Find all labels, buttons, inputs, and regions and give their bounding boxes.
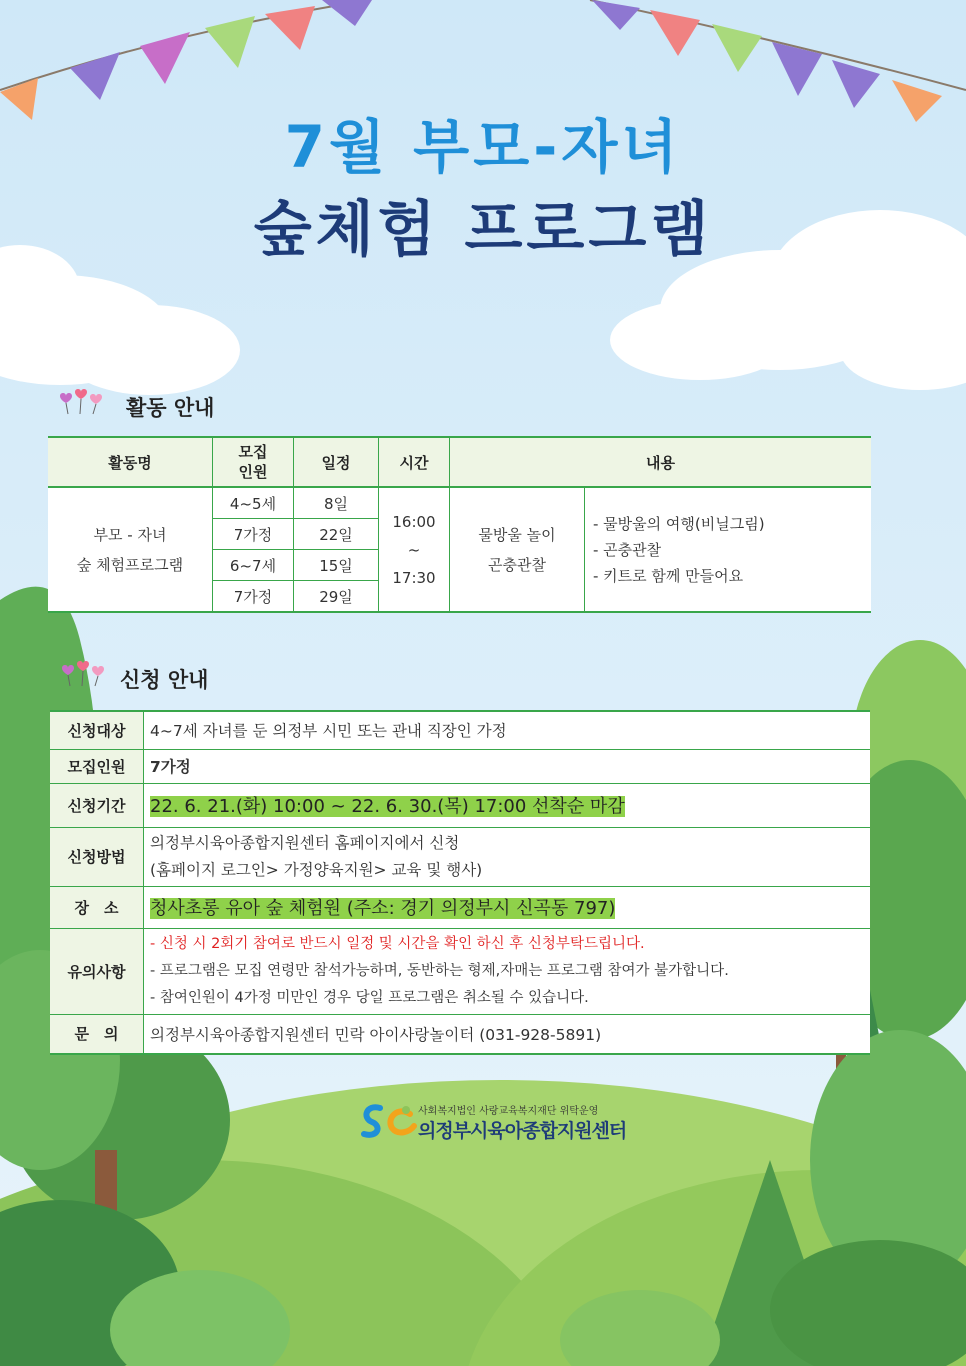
detail-item: - 키트로 함께 만들어요 xyxy=(593,566,744,585)
logo-subtitle: 사회복지법인 사랑교육복지재단 위탁운영 xyxy=(418,1106,599,1117)
method-label: 신청방법 xyxy=(50,827,144,886)
place-value: 청사초롱 유아 숲 체험원 (주소: 경기 의정부시 신곡동 797) xyxy=(150,898,616,919)
content-cell xyxy=(450,487,585,612)
group2-date1: 15일 xyxy=(294,550,379,581)
detail-item: - 물방울의 여행(비닐그림) xyxy=(593,514,765,533)
period-cell xyxy=(144,783,871,827)
method-line1: 의정부시육아종합지원센터 홈페이지에서 신청 xyxy=(150,833,460,852)
group2-date2: 29일 xyxy=(294,581,379,613)
place-cell xyxy=(144,886,871,928)
logo-name: 의정부시육아종합지원센터 xyxy=(418,1120,627,1142)
content-line1: 물방울 놀이 xyxy=(478,525,556,544)
notes-cell xyxy=(144,928,871,1014)
period-value: 22. 6. 21.(화) 10:00 ~ 22. 6. 30.(목) 17:00 선착순 마감 xyxy=(150,796,625,817)
balloon-hearts-icon xyxy=(56,386,106,416)
balloon-hearts-icon xyxy=(58,658,108,688)
count-value: 7가정 xyxy=(144,749,871,783)
header-time: 시간 xyxy=(379,437,450,487)
apply-heading: 신청 안내 xyxy=(120,668,209,692)
activity-name-cell xyxy=(48,487,213,612)
group1-date2: 22일 xyxy=(294,519,379,550)
target-value: 4~7세 자녀를 둔 의정부 시민 또는 관내 직장인 가정 xyxy=(144,711,871,749)
apply-table xyxy=(50,710,870,1055)
note-item: - 프로그램은 모집 연령만 참석가능하며, 동반하는 형제,자매는 프로그램 참여가 불가합니다. xyxy=(150,962,729,979)
contact-value: 의정부시육아종합지원센터 민락 아이사랑놀이터 (031-928-5891) xyxy=(144,1014,871,1054)
time-start: 16:00 xyxy=(392,512,436,531)
detail-item: - 곤충관찰 xyxy=(593,540,662,559)
time-cell xyxy=(379,487,450,612)
title-line-1: 7월 부모-자녀 xyxy=(284,113,682,181)
contact-label: 문 의 xyxy=(50,1014,144,1054)
group1-date1: 8일 xyxy=(294,487,379,519)
notes-label: 유의사항 xyxy=(50,928,144,1014)
note-warning: - 신청 시 2회기 참여로 반드시 일정 및 시간을 확인 하신 후 신청부탁드립니다. xyxy=(150,935,645,952)
header-recruit: 모집 인원 xyxy=(213,437,294,487)
group1-count: 7가정 xyxy=(213,519,294,550)
method-line2: (홈페이지 로그인> 가정양육지원> 교육 및 행사) xyxy=(150,860,483,879)
header-schedule: 일정 xyxy=(294,437,379,487)
title-line-2: 숲체험 프로그램 xyxy=(253,195,713,265)
activity-table xyxy=(48,436,871,613)
activity-name-line2: 숲 체험프로그램 xyxy=(76,555,184,574)
target-label: 신청대상 xyxy=(50,711,144,749)
content-line2: 곤충관찰 xyxy=(488,555,546,574)
time-sep: ~ xyxy=(407,540,421,559)
method-cell xyxy=(144,827,871,886)
details-cell xyxy=(585,487,872,612)
activity-name-line1: 부모 - 자녀 xyxy=(93,525,167,544)
time-end: 17:30 xyxy=(392,568,436,587)
header-content: 내용 xyxy=(450,437,872,487)
group2-count: 7가정 xyxy=(213,581,294,613)
center-logo-icon xyxy=(358,1100,418,1142)
period-label: 신청기간 xyxy=(50,783,144,827)
activity-heading: 활동 안내 xyxy=(126,396,215,420)
header-activity-name: 활동명 xyxy=(48,437,213,487)
count-label: 모집인원 xyxy=(50,749,144,783)
group2-age: 6~7세 xyxy=(213,550,294,581)
place-label: 장 소 xyxy=(50,886,144,928)
note-item: - 참여인원이 4가정 미만인 경우 당일 프로그램은 취소될 수 있습니다. xyxy=(150,989,589,1006)
group1-age: 4~5세 xyxy=(213,487,294,519)
